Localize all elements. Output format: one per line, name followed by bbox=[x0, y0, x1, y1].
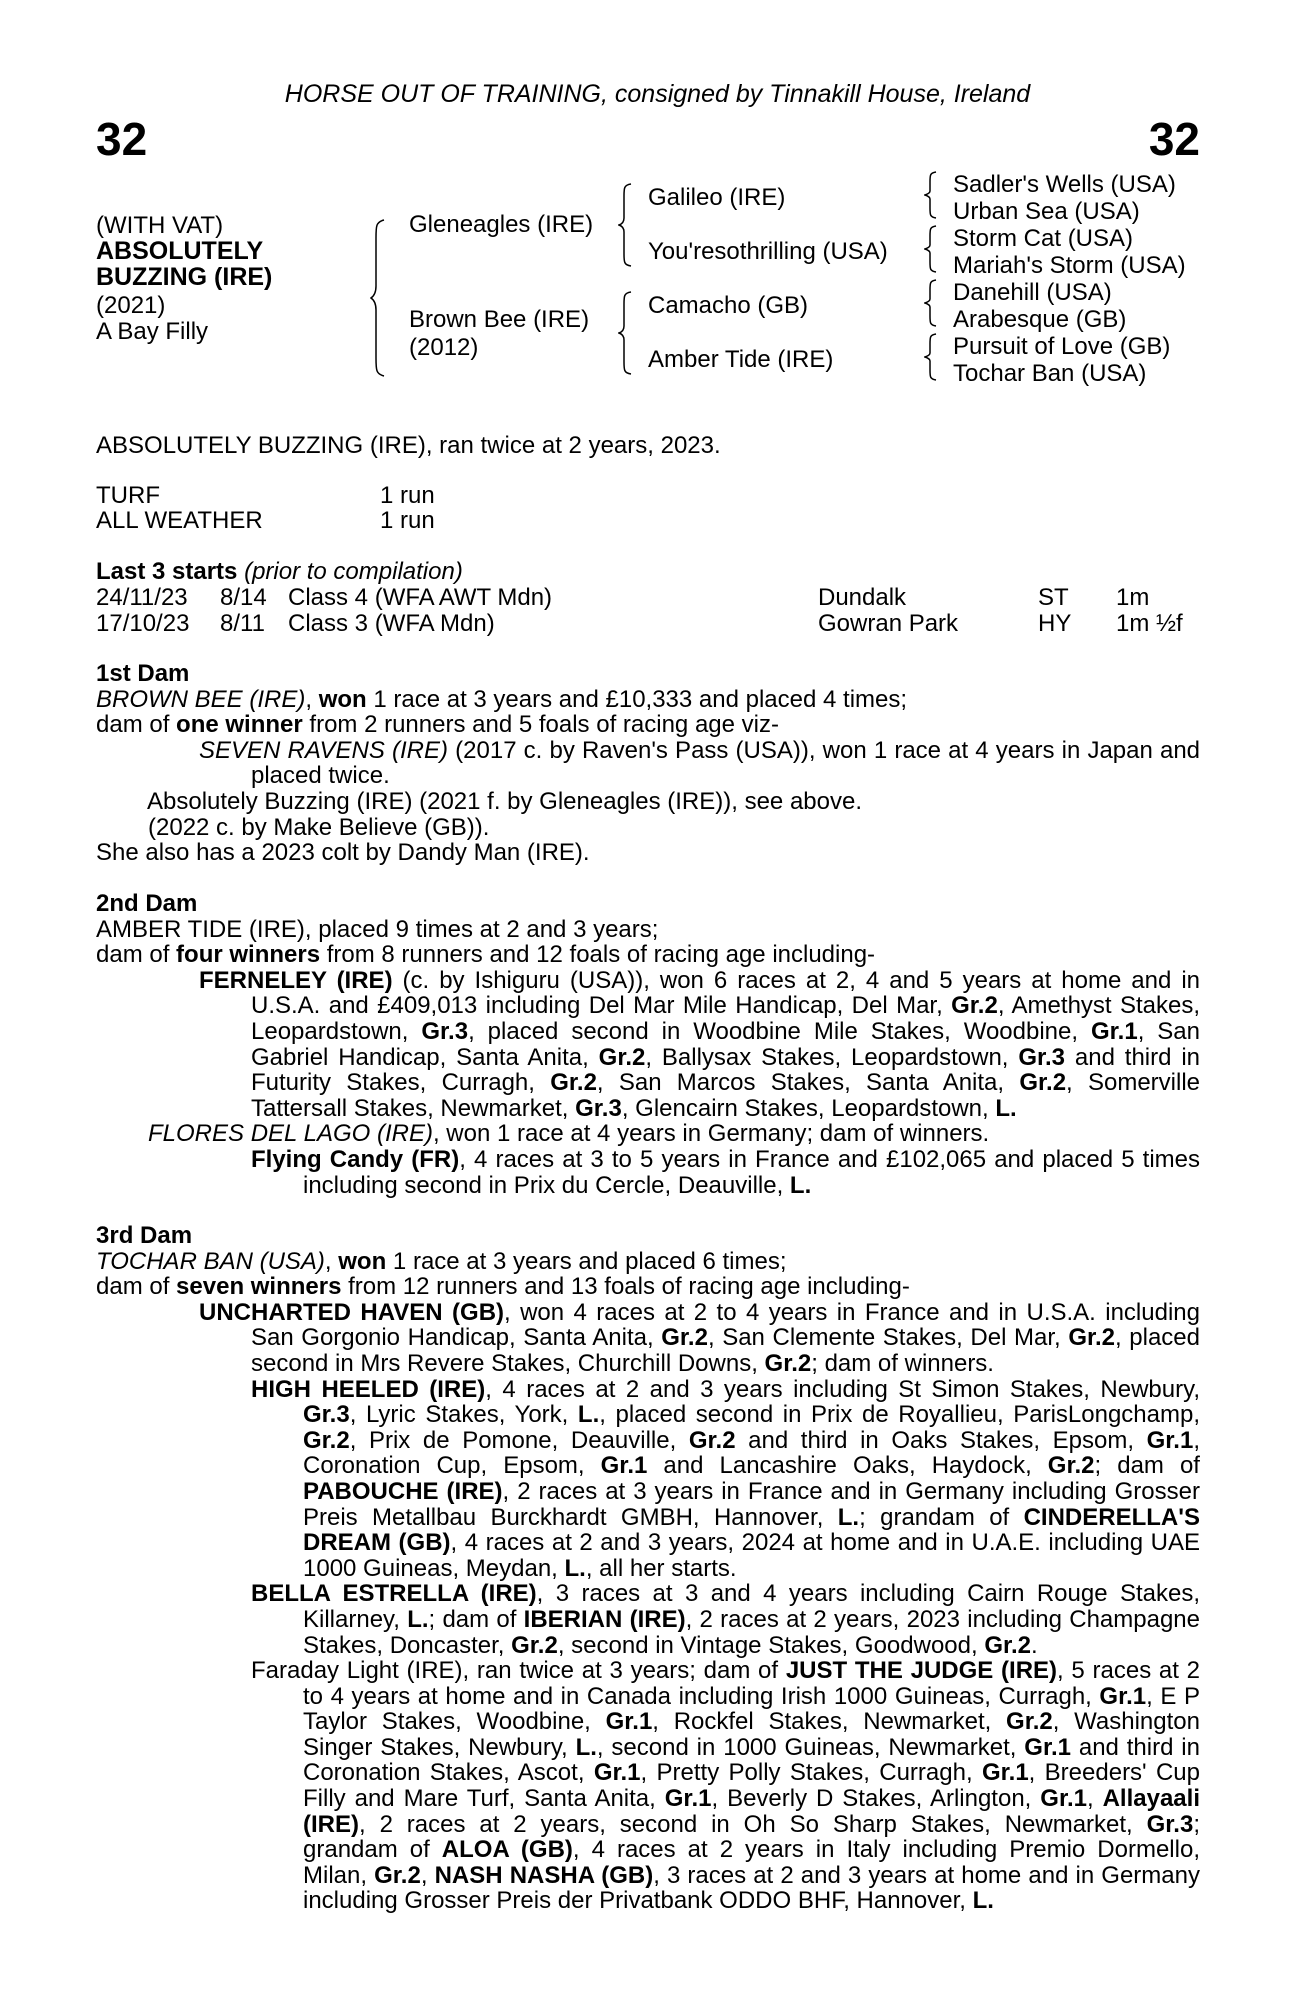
start-course: Dundalk bbox=[818, 584, 907, 611]
text: , Somerville Tattersall Stakes, Newmarket, bbox=[251, 1069, 1201, 1122]
produce-name: PABOUCHE (IRE) bbox=[303, 1477, 503, 1505]
start-going: HY bbox=[1038, 610, 1072, 637]
pedigree-g2: Urban Sea (USA) bbox=[953, 198, 1140, 225]
listed: L. bbox=[972, 1887, 994, 1915]
text: , 2 races at 2 years, second in Oh So Sharp Stakes, Newmarket, bbox=[359, 1810, 1147, 1838]
text: , 4 races at 2 and 3 years including St Simon Stakes, Newbury, bbox=[485, 1375, 1200, 1403]
start-race: Class 4 (WFA AWT Mdn) bbox=[288, 584, 553, 611]
text: , placed second in Prix de Royallieu, ParisLongchamp, bbox=[599, 1401, 1200, 1429]
race-summary: ABSOLUTELY BUZZING (IRE), ran twice at 2 years, 2023. bbox=[96, 432, 721, 459]
text: and third in Oaks Stakes, Epsom, bbox=[735, 1426, 1147, 1454]
text: , won 4 races at 2 to 4 years in France and in U.S.A. including San Gorgonio Handicap, Santa Anita, bbox=[251, 1298, 1200, 1352]
pedigree-g1: Sadler's Wells (USA) bbox=[953, 171, 1176, 198]
first-dam-record-text: 1 race at 3 years and £10,333 and placed 4 times; bbox=[366, 685, 908, 713]
grade: Gr.2 bbox=[374, 1861, 421, 1889]
text: , bbox=[1086, 1785, 1103, 1813]
produce-name: BELLA ESTRELLA (IRE) bbox=[251, 1580, 537, 1608]
grade: Gr.2 bbox=[1006, 1708, 1053, 1736]
text: , bbox=[420, 1861, 435, 1889]
text: , 3 races at 3 and 4 years including Cairn Rouge Stakes, Killarney, bbox=[303, 1580, 1200, 1633]
listed: L. bbox=[564, 1554, 586, 1582]
third-dam-record: TOCHAR BAN (USA), won 1 race at 3 years and placed 6 times; bbox=[96, 1247, 787, 1275]
pedigree-dam: Brown Bee (IRE) bbox=[409, 306, 590, 333]
pedigree-brace-g2 bbox=[924, 224, 940, 274]
grade: Gr.2 bbox=[984, 1631, 1032, 1659]
surface-aw-label: ALL WEATHER bbox=[96, 507, 263, 534]
text: , Coronation Cup, Epsom, bbox=[303, 1426, 1200, 1480]
surface-turf-label: TURF bbox=[96, 482, 160, 509]
produce-name: CINDERELLA'S DREAM (GB) bbox=[303, 1503, 1200, 1557]
text: , Lyric Stakes, York, bbox=[349, 1401, 578, 1429]
produce-ferneley bbox=[96, 968, 1200, 1122]
pedigree-sire: Gleneagles (IRE) bbox=[409, 211, 594, 238]
text: , Pretty Polly Stakes, Curragh, bbox=[640, 1759, 982, 1787]
grade: Gr.3 bbox=[303, 1401, 350, 1429]
pedigree-brace-sire bbox=[618, 182, 636, 268]
produce-item bbox=[96, 738, 1200, 789]
first-dam-also: She also has a 2023 colt by Dandy Man (IRE). bbox=[96, 839, 590, 867]
listed: L. bbox=[577, 1401, 600, 1429]
grade: Gr.2 bbox=[661, 1324, 708, 1352]
text: , 2 races at 2 years, 2023 including Champagne Stakes, Doncaster, bbox=[303, 1605, 1200, 1659]
third-dam-section bbox=[96, 1223, 1200, 1914]
produce-name: NASH NASHA (GB) bbox=[434, 1861, 654, 1889]
pedigree-brace-g1 bbox=[924, 170, 940, 220]
pedigree-brace-g3 bbox=[924, 278, 940, 328]
text: . bbox=[1031, 1631, 1038, 1659]
dam-of-post: from 8 runners and 12 foals of racing age including- bbox=[320, 941, 876, 969]
pedigree-brace-g4 bbox=[924, 332, 940, 382]
text: ; grandam of bbox=[859, 1503, 1024, 1531]
produce-name: Flying Candy (FR) bbox=[251, 1145, 460, 1173]
grade: Gr.3 bbox=[421, 1017, 469, 1045]
text: , 4 races at 2 and 3 years, 2024 at home and in U.A.E. including UAE 1000 Guineas, Meydan, bbox=[303, 1529, 1200, 1582]
first-dam-name: BROWN BEE (IRE) bbox=[96, 685, 306, 713]
produce-name: HIGH HEELED (IRE) bbox=[251, 1375, 486, 1403]
text: , Prix de Pomone, Deauville, bbox=[349, 1426, 689, 1454]
grade: Gr.3 bbox=[1146, 1810, 1194, 1838]
grade: Gr.2 bbox=[764, 1349, 812, 1377]
third-dam-name: TOCHAR BAN (USA) bbox=[96, 1247, 325, 1275]
listed: L. bbox=[837, 1503, 860, 1531]
surface-turf-runs: 1 run bbox=[380, 482, 435, 509]
text: , Breeders' Cup Filly and Mare Turf, Santa Anita, bbox=[303, 1759, 1200, 1813]
won-label: won bbox=[338, 1247, 387, 1275]
grade: Gr.1 bbox=[981, 1759, 1029, 1787]
text: , E P Taylor Stakes, Woodbine, bbox=[303, 1682, 1200, 1736]
listed: L. bbox=[995, 1094, 1017, 1122]
consignment-header: HORSE OUT OF TRAINING, consigned by Tinnakill House, Ireland bbox=[284, 80, 1031, 108]
second-dam-section bbox=[96, 891, 1200, 1198]
produce-item: (2022 c. by Make Believe (GB)). bbox=[148, 813, 490, 841]
grade: Gr.2 bbox=[951, 992, 998, 1020]
text: , 3 races at 2 and 3 years at home and in Germany including Grosser Preis der Privatbank ODDO BHF, Hannover, bbox=[303, 1861, 1200, 1915]
text: , 2 races at 3 years in France and in Germany including Grosser Preis Metallbau Burckhardt GMBH, Hannover, bbox=[303, 1477, 1200, 1531]
grade: Gr.1 bbox=[1146, 1426, 1194, 1454]
last-starts-title: Last 3 starts bbox=[96, 558, 238, 585]
grade: Gr.3 bbox=[575, 1094, 622, 1122]
listed: L. bbox=[789, 1171, 812, 1199]
horse-year: (2021) bbox=[96, 292, 166, 319]
lot-number-right: 32 bbox=[1148, 113, 1200, 165]
produce-name: SEVEN RAVENS (IRE) bbox=[199, 736, 449, 764]
text: , San Clemente Stakes, Del Mar, bbox=[707, 1324, 1069, 1352]
start-position: 8/11 bbox=[220, 610, 265, 637]
dam-of-pre: dam of bbox=[96, 1273, 177, 1301]
won-label: won bbox=[318, 685, 367, 713]
text: 1 race at 3 years and placed 6 times; bbox=[386, 1247, 787, 1275]
text: ; dam of bbox=[428, 1605, 524, 1633]
text: ; grandam of bbox=[303, 1810, 1200, 1864]
grade: Gr.3 bbox=[1018, 1043, 1066, 1071]
dam-of-pre: dam of bbox=[96, 941, 177, 969]
grade: Gr.1 bbox=[1024, 1733, 1071, 1761]
first-dam-section bbox=[96, 661, 1200, 866]
text: , all her starts. bbox=[585, 1554, 737, 1582]
text: , San Gabriel Handicap, Santa Anita, bbox=[251, 1017, 1200, 1071]
dam-of-post: from 12 runners and 13 foals of racing age including- bbox=[341, 1273, 910, 1301]
pedigree-dam-year: (2012) bbox=[409, 334, 479, 361]
text: Faraday Light (IRE), ran twice at 3 years; dam of bbox=[251, 1657, 786, 1685]
produce-flying-candy bbox=[96, 1147, 1200, 1198]
produce-item: Absolutely Buzzing (IRE) (2021 f. by Gleneagles (IRE)), see above. bbox=[147, 787, 863, 815]
text: and third in Coronation Stakes, Ascot, bbox=[303, 1733, 1200, 1787]
start-date: 17/10/23 bbox=[96, 610, 190, 637]
produce-faraday-light bbox=[96, 1658, 1200, 1914]
start-going: ST bbox=[1038, 584, 1069, 611]
pedigree-sire-sire: Galileo (IRE) bbox=[648, 184, 786, 211]
grade: Gr.2 bbox=[1068, 1324, 1116, 1352]
grade: Gr.1 bbox=[600, 1452, 648, 1480]
produce-name: FLORES DEL LAGO (IRE) bbox=[148, 1120, 433, 1148]
text: , Amethyst Stakes, Leopardstown, bbox=[251, 992, 1200, 1045]
grade: Gr.2 bbox=[1047, 1452, 1095, 1480]
pedigree-g6: Arabesque (GB) bbox=[953, 306, 1127, 333]
pedigree-g3: Storm Cat (USA) bbox=[953, 225, 1134, 252]
produce-name: ALOA (GB) bbox=[441, 1836, 573, 1864]
text: ; dam of bbox=[1094, 1452, 1200, 1480]
produce-name: UNCHARTED HAVEN (GB) bbox=[199, 1298, 505, 1326]
text: , second in 1000 Guineas, Newmarket, bbox=[596, 1733, 1025, 1761]
dam-of-winners: seven winners bbox=[176, 1273, 342, 1301]
start-distance: 1m ½f bbox=[1116, 610, 1183, 637]
second-dam-heading: 2nd Dam bbox=[96, 890, 198, 917]
start-course: Gowran Park bbox=[818, 610, 959, 637]
text: (c. by Ishiguru (USA)), won 6 races at 2, 4 and 5 years at home and in U.S.A. and £409,013 including Del Mar Mile Handicap, Del Mar, bbox=[251, 966, 1200, 1020]
first-dam-record: BROWN BEE (IRE), won 1 race at 3 years and £10,333 and placed 4 times; bbox=[96, 685, 908, 713]
start-race: Class 3 (WFA Mdn) bbox=[288, 610, 495, 637]
text: ; dam of winners. bbox=[811, 1349, 994, 1377]
pedigree-dam-sire: Camacho (GB) bbox=[648, 292, 809, 319]
text: , won 1 race at 4 years in Germany; dam of winners. bbox=[432, 1120, 990, 1148]
start-distance: 1m bbox=[1116, 584, 1150, 611]
start-date: 24/11/23 bbox=[96, 584, 188, 611]
produce-bella-estrella bbox=[96, 1581, 1200, 1658]
produce-name: IBERIAN (IRE) bbox=[523, 1605, 686, 1633]
horse-description: A Bay Filly bbox=[96, 318, 209, 345]
grade: Gr.2 bbox=[598, 1043, 646, 1071]
dam-of-pre: dam of bbox=[96, 711, 177, 739]
text: and Lancashire Oaks, Haydock, bbox=[647, 1452, 1048, 1480]
text: , Washington Singer Stakes, Newbury, bbox=[303, 1708, 1200, 1761]
text: , 4 races at 3 to 5 years in France and £102,065 and placed 5 times including second in Prix du Cercle, Deauville, bbox=[303, 1145, 1201, 1199]
horse-name-line1: ABSOLUTELY bbox=[96, 237, 264, 265]
third-dam-produce bbox=[96, 1274, 1200, 1300]
text: , Glencairn Stakes, Leopardstown, bbox=[621, 1094, 996, 1122]
text: , second in Vintage Stakes, Goodwood, bbox=[557, 1631, 985, 1659]
text: , placed second in Woodbine Mile Stakes, Woodbine, bbox=[468, 1017, 1091, 1045]
second-dam-produce bbox=[96, 942, 1200, 968]
pedigree-brace-dam bbox=[618, 290, 636, 376]
grade: Gr.2 bbox=[1019, 1069, 1067, 1097]
last-starts-note: (prior to compilation) bbox=[244, 558, 463, 585]
pedigree-brace-main bbox=[370, 218, 390, 378]
grade: Gr.1 bbox=[605, 1708, 653, 1736]
vat-label: (WITH VAT) bbox=[96, 212, 224, 239]
horse-name-line2: BUZZING (IRE) bbox=[96, 263, 273, 291]
produce-name: JUST THE JUDGE (IRE) bbox=[785, 1657, 1058, 1685]
text: and third in Futurity Stakes, Curragh, bbox=[251, 1043, 1201, 1097]
produce-flores bbox=[96, 1121, 1200, 1147]
text: , Rockfel Stakes, Newmarket, bbox=[652, 1708, 1007, 1736]
produce-uncharted-haven bbox=[96, 1300, 1200, 1377]
listed: L. bbox=[575, 1733, 597, 1761]
pedigree-g8: Tochar Ban (USA) bbox=[953, 360, 1147, 387]
grade: Gr.1 bbox=[1090, 1017, 1138, 1045]
first-dam-heading: 1st Dam bbox=[96, 660, 190, 687]
text: , placed second in Mrs Revere Stakes, Churchill Downs, bbox=[251, 1324, 1200, 1377]
text: , San Marcos Stakes, Santa Anita, bbox=[596, 1069, 1020, 1097]
start-position: 8/14 bbox=[220, 584, 267, 611]
pedigree-sire-dam: You'resothrilling (USA) bbox=[648, 238, 888, 265]
text: , Ballysax Stakes, Leopardstown, bbox=[645, 1043, 1019, 1071]
grade: Gr.2 bbox=[688, 1426, 736, 1454]
text: , 4 races at 2 years in Italy including Premio Dormello, Milan, bbox=[303, 1836, 1200, 1889]
text: , 5 races at 2 to 4 years at home and in Canada including Irish 1000 Guineas, Curragh, bbox=[303, 1657, 1201, 1710]
dam-of-winners: four winners bbox=[176, 941, 321, 969]
text: , Beverly D Stakes, Arlington, bbox=[711, 1785, 1041, 1813]
grade: Gr.2 bbox=[511, 1631, 558, 1659]
first-dam-produce bbox=[96, 712, 1200, 738]
pedigree-g4: Mariah's Storm (USA) bbox=[953, 252, 1186, 279]
produce-name: Allayaali (IRE) bbox=[303, 1785, 1200, 1838]
grade: Gr.2 bbox=[550, 1069, 597, 1097]
surface-aw-runs: 1 run bbox=[380, 507, 435, 534]
grade: Gr.1 bbox=[593, 1759, 641, 1787]
pedigree-g7: Pursuit of Love (GB) bbox=[953, 333, 1171, 360]
third-dam-heading: 3rd Dam bbox=[96, 1222, 193, 1249]
pedigree-g5: Danehill (USA) bbox=[953, 279, 1112, 306]
last-starts-heading bbox=[96, 558, 463, 586]
grade: Gr.1 bbox=[664, 1785, 712, 1813]
grade: Gr.2 bbox=[303, 1426, 350, 1454]
produce-high-heeled bbox=[96, 1377, 1200, 1582]
dam-of-winners: one winner bbox=[176, 711, 303, 739]
second-dam-record: AMBER TIDE (IRE), placed 9 times at 2 and 3 years; bbox=[96, 915, 659, 943]
pedigree-dam-dam: Amber Tide (IRE) bbox=[648, 346, 834, 373]
dam-of-post: from 2 runners and 5 foals of racing age viz- bbox=[302, 711, 779, 739]
produce-text: (2017 c. by Raven's Pass (USA)), won 1 race at 4 years in Japan and placed twice. bbox=[251, 736, 1201, 790]
grade: Gr.1 bbox=[1099, 1682, 1147, 1710]
lot-number-left: 32 bbox=[96, 113, 148, 165]
listed: L. bbox=[407, 1605, 429, 1633]
produce-name: FERNELEY (IRE) bbox=[199, 966, 393, 994]
grade: Gr.1 bbox=[1040, 1785, 1087, 1813]
